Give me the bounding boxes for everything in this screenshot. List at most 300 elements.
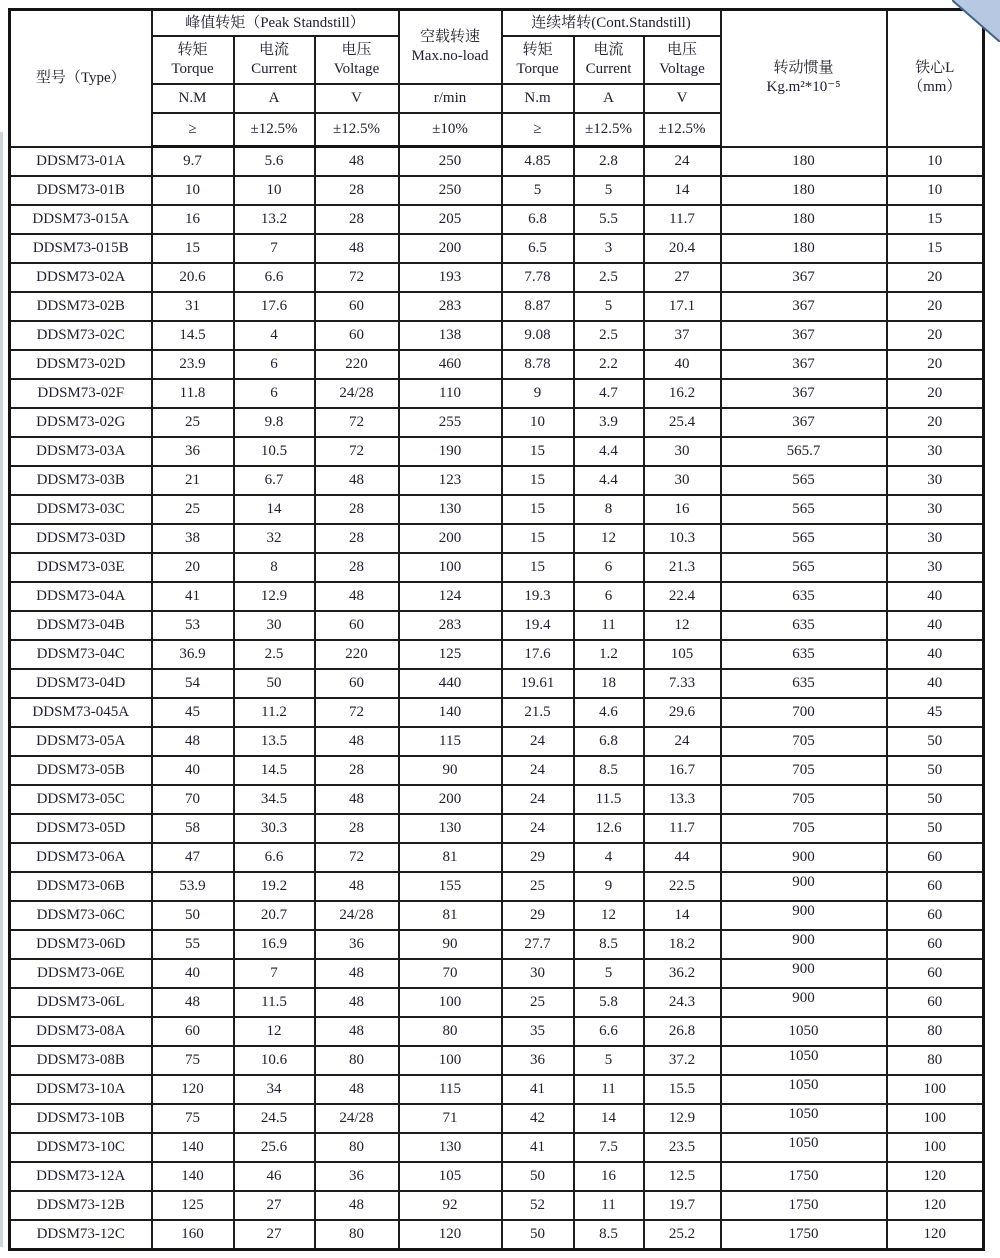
cell-cont-torque: 29 <box>502 843 574 872</box>
noload-label-cn: 空载转速 <box>419 28 480 45</box>
cell-cont-voltage: 24 <box>644 147 721 177</box>
cell-cont-voltage: 14 <box>644 901 721 930</box>
cell-cont-voltage: 10.3 <box>644 524 721 553</box>
cell-cont-torque: 27.7 <box>502 930 574 959</box>
current-label-cn: 电流 <box>258 41 289 58</box>
cell-peak-torque: 15 <box>152 234 234 263</box>
cell-cont-torque: 24 <box>502 756 574 785</box>
table-row <box>10 466 984 495</box>
cell-core-length: 40 <box>887 582 984 611</box>
cell-cont-torque: 4.85 <box>502 147 574 177</box>
cell-peak-torque: 48 <box>152 988 234 1017</box>
cell-cont-torque: 36 <box>502 1046 574 1075</box>
cell-peak-current: 14 <box>234 495 315 524</box>
table-row <box>10 234 984 263</box>
cell-cont-current: 8.5 <box>574 930 644 959</box>
cell-peak-torque: 41 <box>152 582 234 611</box>
unit-cont-voltage <box>644 84 721 113</box>
cell-cont-current: 3 <box>574 234 644 263</box>
cell-core-length: 30 <box>887 524 984 553</box>
cell-inertia: 1050 <box>721 1104 887 1133</box>
cell-peak-torque: 11.8 <box>152 379 234 408</box>
cell-peak-torque: 50 <box>152 901 234 930</box>
cell-inertia: 1050 <box>721 1017 887 1046</box>
cell-inertia: 900 <box>721 959 887 988</box>
tolerance-label: ±12.5% <box>585 121 632 138</box>
tol-cont-current <box>574 113 644 147</box>
header-inertia <box>721 10 887 147</box>
cell-cont-torque: 15 <box>502 466 574 495</box>
table-row <box>10 147 984 177</box>
cell-inertia: 900 <box>721 843 887 872</box>
cell-core-length: 30 <box>887 466 984 495</box>
cell-core-length: 30 <box>887 495 984 524</box>
cell-peak-current: 10.5 <box>234 437 315 466</box>
cell-inertia: 705 <box>721 727 887 756</box>
ge-symbol: ≥ <box>188 121 197 138</box>
table-row <box>10 1075 984 1104</box>
cell-cont-voltage: 23.5 <box>644 1133 721 1162</box>
cell-peak-current: 5.6 <box>234 147 315 177</box>
table-row <box>10 988 984 1017</box>
cell-cont-torque: 21.5 <box>502 698 574 727</box>
tolerance-label: ±12.5% <box>658 121 706 138</box>
cell-core-length: 60 <box>887 959 984 988</box>
current-label-cn: 电流 <box>593 41 624 58</box>
cell-inertia: 635 <box>721 640 887 669</box>
cell-type: DDSM73-12B <box>10 1191 152 1220</box>
cell-cont-current: 4.4 <box>574 437 644 466</box>
cell-cont-voltage: 22.5 <box>644 872 721 901</box>
cell-type: DDSM73-03A <box>10 437 152 466</box>
cell-type: DDSM73-02D <box>10 350 152 379</box>
cell-cont-current: 9 <box>574 872 644 901</box>
cell-core-length: 20 <box>887 263 984 292</box>
cell-type: DDSM73-02A <box>10 263 152 292</box>
cell-noload-speed: 138 <box>399 321 502 350</box>
cell-peak-voltage: 60 <box>315 611 399 640</box>
cell-noload-speed: 200 <box>399 785 502 814</box>
page-corner-fold <box>952 0 1000 42</box>
cell-noload-speed: 100 <box>399 1046 502 1075</box>
cell-type: DDSM73-06L <box>10 988 152 1017</box>
cell-peak-torque: 48 <box>152 727 234 756</box>
table-row <box>10 379 984 408</box>
cell-noload-speed: 123 <box>399 466 502 495</box>
current-label-en: Current <box>585 61 632 77</box>
cell-cont-torque: 42 <box>502 1104 574 1133</box>
cell-peak-current: 6.6 <box>234 263 315 292</box>
cell-peak-current: 7 <box>234 959 315 988</box>
cell-cont-current: 5.8 <box>574 988 644 1017</box>
cell-type: DDSM73-03D <box>10 524 152 553</box>
cell-noload-speed: 255 <box>399 408 502 437</box>
cell-type: DDSM73-04B <box>10 611 152 640</box>
cell-peak-voltage: 72 <box>315 843 399 872</box>
header-cont-voltage <box>644 36 721 84</box>
cell-core-length: 80 <box>887 1017 984 1046</box>
cell-cont-current: 5 <box>574 959 644 988</box>
cell-noload-speed: 124 <box>399 582 502 611</box>
cell-type: DDSM73-12A <box>10 1162 152 1191</box>
cell-type: DDSM73-03B <box>10 466 152 495</box>
cell-cont-torque: 9 <box>502 379 574 408</box>
unit-peak-voltage <box>315 84 399 113</box>
cell-inertia: 565 <box>721 466 887 495</box>
unit-peak-torque <box>152 84 234 113</box>
cell-peak-current: 10.6 <box>234 1046 315 1075</box>
cell-noload-speed: 71 <box>399 1104 502 1133</box>
cell-peak-current: 11.2 <box>234 698 315 727</box>
cell-peak-voltage: 80 <box>315 1046 399 1075</box>
cell-peak-torque: 14.5 <box>152 321 234 350</box>
cell-peak-voltage: 60 <box>315 321 399 350</box>
cell-peak-current: 17.6 <box>234 292 315 321</box>
cell-peak-voltage: 48 <box>315 1191 399 1220</box>
cell-cont-voltage: 13.3 <box>644 785 721 814</box>
cell-peak-torque: 25 <box>152 495 234 524</box>
cell-cont-current: 4.4 <box>574 466 644 495</box>
cell-cont-torque: 15 <box>502 437 574 466</box>
table-row <box>10 582 984 611</box>
cell-cont-torque: 8.87 <box>502 292 574 321</box>
unit-label: N.M <box>178 90 207 107</box>
cell-cont-torque: 19.61 <box>502 669 574 698</box>
cell-cont-current: 6.6 <box>574 1017 644 1046</box>
cell-noload-speed: 105 <box>399 1162 502 1191</box>
cell-inertia: 180 <box>721 147 887 177</box>
cell-type: DDSM73-01B <box>10 176 152 205</box>
cell-peak-voltage: 48 <box>315 1075 399 1104</box>
cell-peak-voltage: 28 <box>315 205 399 234</box>
cell-noload-speed: 155 <box>399 872 502 901</box>
cell-inertia: 180 <box>721 205 887 234</box>
cell-cont-torque: 30 <box>502 959 574 988</box>
cell-cont-torque: 9.08 <box>502 321 574 350</box>
cell-cont-voltage: 27 <box>644 263 721 292</box>
cell-cont-voltage: 40 <box>644 350 721 379</box>
cell-peak-voltage: 220 <box>315 350 399 379</box>
cell-cont-torque: 41 <box>502 1075 574 1104</box>
cell-core-length: 50 <box>887 727 984 756</box>
cell-noload-speed: 193 <box>399 263 502 292</box>
cell-cont-voltage: 16 <box>644 495 721 524</box>
header-noload <box>399 10 502 85</box>
cell-peak-voltage: 48 <box>315 1017 399 1046</box>
cell-peak-current: 9.8 <box>234 408 315 437</box>
cell-core-length: 100 <box>887 1104 984 1133</box>
cell-peak-voltage: 28 <box>315 495 399 524</box>
cell-inertia: 635 <box>721 669 887 698</box>
cell-cont-current: 12 <box>574 901 644 930</box>
cell-peak-voltage: 48 <box>315 147 399 177</box>
ge-symbol: ≥ <box>533 121 542 138</box>
cell-noload-speed: 92 <box>399 1191 502 1220</box>
type-label: 型号（Type） <box>35 69 126 86</box>
cell-type: DDSM73-06C <box>10 901 152 930</box>
cell-core-length: 10 <box>887 176 984 205</box>
table-row <box>10 872 984 901</box>
header-cont-torque <box>502 36 574 84</box>
cell-type: DDSM73-02F <box>10 379 152 408</box>
cell-type: DDSM73-05C <box>10 785 152 814</box>
cell-cont-torque: 50 <box>502 1220 574 1250</box>
tolerance-label: ±12.5% <box>333 121 380 138</box>
cell-cont-voltage: 20.4 <box>644 234 721 263</box>
cell-peak-voltage: 24/28 <box>315 901 399 930</box>
cell-peak-torque: 58 <box>152 814 234 843</box>
cell-cont-torque: 15 <box>502 553 574 582</box>
unit-label: r/min <box>433 90 467 107</box>
cell-core-length: 20 <box>887 379 984 408</box>
cell-peak-current: 6.6 <box>234 843 315 872</box>
cell-peak-current: 25.6 <box>234 1133 315 1162</box>
voltage-label-en: Voltage <box>659 61 705 77</box>
cell-cont-voltage: 16.2 <box>644 379 721 408</box>
cell-cont-torque: 15 <box>502 524 574 553</box>
cell-noload-speed: 110 <box>399 379 502 408</box>
cell-type: DDSM73-015A <box>10 205 152 234</box>
cell-core-length: 40 <box>887 611 984 640</box>
cell-core-length: 20 <box>887 350 984 379</box>
cell-peak-torque: 140 <box>152 1133 234 1162</box>
scan-page-edge <box>0 132 3 1247</box>
torque-label-cn: 转矩 <box>522 41 553 58</box>
tol-peak-voltage <box>315 113 399 147</box>
cell-peak-current: 13.2 <box>234 205 315 234</box>
cell-noload-speed: 250 <box>399 147 502 177</box>
cell-peak-current: 27 <box>234 1191 315 1220</box>
motor-spec-table <box>8 8 985 1251</box>
cell-cont-torque: 6.8 <box>502 205 574 234</box>
header-cont-group <box>502 10 721 37</box>
header-peak-current <box>234 36 315 84</box>
cell-type: DDSM73-08A <box>10 1017 152 1046</box>
cell-inertia: 1050 <box>721 1075 887 1104</box>
cell-peak-voltage: 72 <box>315 437 399 466</box>
cell-peak-torque: 40 <box>152 756 234 785</box>
cell-core-length: 40 <box>887 640 984 669</box>
cell-core-length: 60 <box>887 988 984 1017</box>
cell-peak-voltage: 72 <box>315 263 399 292</box>
cell-peak-current: 6 <box>234 379 315 408</box>
cell-peak-voltage: 36 <box>315 1162 399 1191</box>
cell-cont-torque: 25 <box>502 988 574 1017</box>
cell-peak-voltage: 60 <box>315 669 399 698</box>
cell-core-length: 10 <box>887 147 984 177</box>
table-row <box>10 437 984 466</box>
cell-peak-torque: 16 <box>152 205 234 234</box>
cell-inertia: 900 <box>721 901 887 930</box>
cell-peak-voltage: 72 <box>315 408 399 437</box>
cell-peak-current: 12.9 <box>234 582 315 611</box>
table-row <box>10 930 984 959</box>
cell-inertia: 635 <box>721 582 887 611</box>
table-row <box>10 814 984 843</box>
cell-core-length: 100 <box>887 1133 984 1162</box>
unit-cont-torque <box>502 84 574 113</box>
core-label-unit: （mm） <box>908 79 962 96</box>
cell-cont-torque: 19.4 <box>502 611 574 640</box>
cell-cont-current: 4 <box>574 843 644 872</box>
cell-peak-current: 8 <box>234 553 315 582</box>
cell-inertia: 565.7 <box>721 437 887 466</box>
cell-noload-speed: 90 <box>399 756 502 785</box>
cell-peak-torque: 47 <box>152 843 234 872</box>
table-row <box>10 1017 984 1046</box>
cell-peak-torque: 36.9 <box>152 640 234 669</box>
cell-cont-current: 6 <box>574 582 644 611</box>
cont-group-label: 连续堵转(Cont.Standstill) <box>531 14 691 31</box>
cell-core-length: 15 <box>887 234 984 263</box>
voltage-label-en: Voltage <box>333 61 380 77</box>
cell-peak-current: 7 <box>234 234 315 263</box>
tol-noload <box>399 113 502 147</box>
table-row <box>10 176 984 205</box>
cell-peak-torque: 20 <box>152 553 234 582</box>
cell-peak-current: 6 <box>234 350 315 379</box>
cell-core-length: 120 <box>887 1220 984 1250</box>
cell-noload-speed: 125 <box>399 640 502 669</box>
noload-label-en: Max.no-load <box>411 48 489 64</box>
table-row <box>10 263 984 292</box>
cell-peak-torque: 25 <box>152 408 234 437</box>
cell-cont-voltage: 12 <box>644 611 721 640</box>
cell-cont-current: 18 <box>574 669 644 698</box>
cell-cont-voltage: 37 <box>644 321 721 350</box>
cell-peak-current: 14.5 <box>234 756 315 785</box>
cell-peak-voltage: 28 <box>315 176 399 205</box>
cell-cont-torque: 41 <box>502 1133 574 1162</box>
cell-peak-current: 46 <box>234 1162 315 1191</box>
cell-core-length: 60 <box>887 901 984 930</box>
cell-cont-torque: 35 <box>502 1017 574 1046</box>
cell-noload-speed: 205 <box>399 205 502 234</box>
cell-cont-voltage: 16.7 <box>644 756 721 785</box>
cell-peak-current: 27 <box>234 1220 315 1250</box>
unit-cont-current <box>574 84 644 113</box>
cell-cont-torque: 5 <box>502 176 574 205</box>
cell-cont-voltage: 14 <box>644 176 721 205</box>
cell-core-length: 20 <box>887 321 984 350</box>
tol-cont-voltage <box>644 113 721 147</box>
cell-cont-voltage: 11.7 <box>644 814 721 843</box>
table-row <box>10 640 984 669</box>
cell-cont-voltage: 7.33 <box>644 669 721 698</box>
cell-core-length: 30 <box>887 437 984 466</box>
tol-cont-torque <box>502 113 574 147</box>
cell-type: DDSM73-04C <box>10 640 152 669</box>
cell-peak-voltage: 28 <box>315 553 399 582</box>
cell-type: DDSM73-04A <box>10 582 152 611</box>
cell-inertia: 700 <box>721 698 887 727</box>
cell-noload-speed: 190 <box>399 437 502 466</box>
cell-cont-current: 2.8 <box>574 147 644 177</box>
cell-peak-torque: 53 <box>152 611 234 640</box>
cell-inertia: 367 <box>721 408 887 437</box>
cell-peak-torque: 75 <box>152 1104 234 1133</box>
cell-cont-current: 4.7 <box>574 379 644 408</box>
cell-peak-current: 10 <box>234 176 315 205</box>
cell-cont-current: 2.5 <box>574 321 644 350</box>
table-row <box>10 901 984 930</box>
cell-inertia: 1750 <box>721 1191 887 1220</box>
peak-group-label: 峰值转矩（Peak Standstill） <box>185 14 365 31</box>
table-row <box>10 321 984 350</box>
cell-cont-torque: 52 <box>502 1191 574 1220</box>
cell-cont-current: 8.5 <box>574 1220 644 1250</box>
cell-peak-current: 2.5 <box>234 640 315 669</box>
cell-peak-voltage: 48 <box>315 234 399 263</box>
cell-cont-current: 6 <box>574 553 644 582</box>
cell-peak-current: 50 <box>234 669 315 698</box>
cell-type: DDSM73-03C <box>10 495 152 524</box>
torque-label-en: Torque <box>171 61 214 77</box>
cell-type: DDSM73-05D <box>10 814 152 843</box>
cell-type: DDSM73-10A <box>10 1075 152 1104</box>
cell-peak-torque: 125 <box>152 1191 234 1220</box>
cell-peak-voltage: 80 <box>315 1220 399 1250</box>
cell-peak-torque: 55 <box>152 930 234 959</box>
cell-type: DDSM73-06B <box>10 872 152 901</box>
cell-noload-speed: 283 <box>399 292 502 321</box>
cell-peak-current: 11.5 <box>234 988 315 1017</box>
cell-type: DDSM73-02B <box>10 292 152 321</box>
cell-type: DDSM73-10B <box>10 1104 152 1133</box>
table-row <box>10 205 984 234</box>
cell-cont-current: 7.5 <box>574 1133 644 1162</box>
cell-core-length: 80 <box>887 1046 984 1075</box>
cell-inertia: 180 <box>721 176 887 205</box>
cell-core-length: 50 <box>887 814 984 843</box>
cell-cont-torque: 24 <box>502 727 574 756</box>
cell-cont-voltage: 30 <box>644 466 721 495</box>
cell-core-length: 20 <box>887 408 984 437</box>
cell-type: DDSM73-12C <box>10 1220 152 1250</box>
cell-cont-torque: 17.6 <box>502 640 574 669</box>
cell-inertia: 705 <box>721 814 887 843</box>
table-row <box>10 1133 984 1162</box>
cell-core-length: 60 <box>887 843 984 872</box>
cell-inertia: 635 <box>721 611 887 640</box>
cell-cont-torque: 10 <box>502 408 574 437</box>
cell-cont-current: 1.2 <box>574 640 644 669</box>
cell-inertia: 367 <box>721 263 887 292</box>
cell-peak-torque: 31 <box>152 292 234 321</box>
cell-type: DDSM73-05B <box>10 756 152 785</box>
cell-peak-current: 4 <box>234 321 315 350</box>
table-row <box>10 350 984 379</box>
table-row <box>10 292 984 321</box>
cell-core-length: 60 <box>887 930 984 959</box>
cell-noload-speed: 120 <box>399 1220 502 1250</box>
current-label-en: Current <box>251 61 297 77</box>
cell-type: DDSM73-05A <box>10 727 152 756</box>
cell-inertia: 367 <box>721 350 887 379</box>
voltage-label-cn: 电压 <box>666 41 697 58</box>
cell-peak-voltage: 48 <box>315 959 399 988</box>
table-row <box>10 843 984 872</box>
cell-peak-voltage: 28 <box>315 814 399 843</box>
cell-cont-current: 6.8 <box>574 727 644 756</box>
cell-cont-voltage: 25.4 <box>644 408 721 437</box>
cell-cont-current: 3.9 <box>574 408 644 437</box>
cell-core-length: 20 <box>887 292 984 321</box>
cell-inertia: 565 <box>721 524 887 553</box>
cell-peak-torque: 53.9 <box>152 872 234 901</box>
unit-peak-current <box>234 84 315 113</box>
cell-cont-voltage: 18.2 <box>644 930 721 959</box>
